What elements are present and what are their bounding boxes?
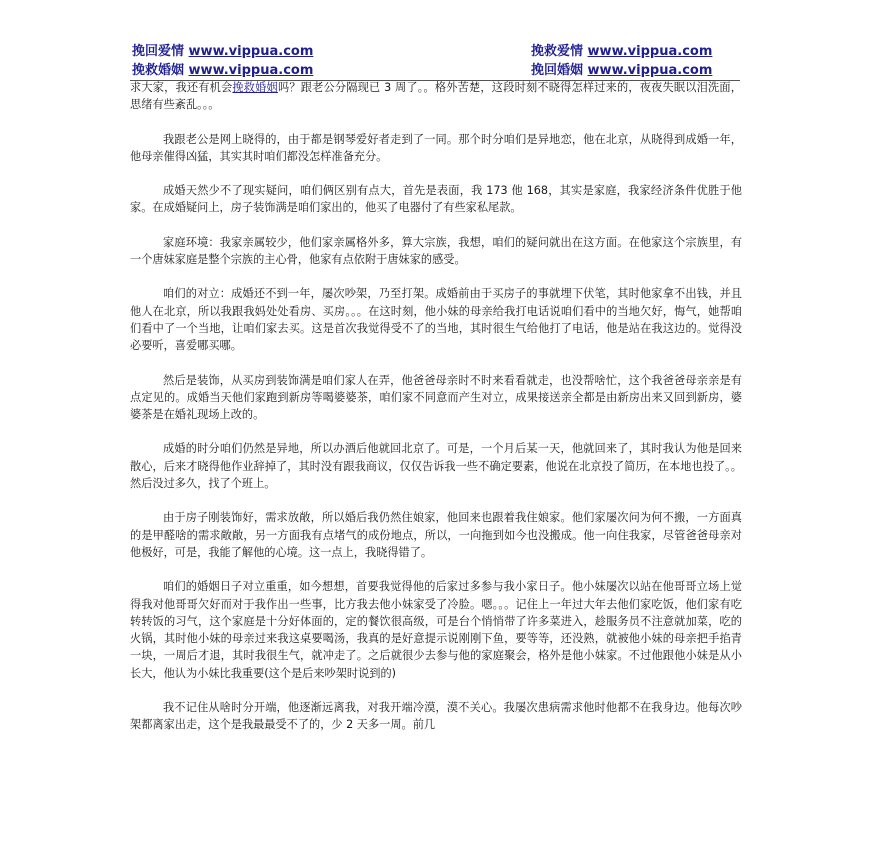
header-link-label: 挽救爱情 (531, 44, 584, 59)
intro-text-start: 求大家，我还有机会 (130, 81, 233, 94)
paragraph-growing-apart: 我不记住从啥时分开端，他逐渐远离我，对我开端冷漠，漠不关心。我屡次患病需求他时他都不在我身边。他每次吵架都离家出走，这个是我最最受不了的，少 2 天多一周。前几 (130, 701, 742, 732)
article-body (130, 79, 742, 734)
header-link-bottom-left[interactable] (132, 63, 313, 79)
intro-text-end: 吗？跟老公分隔现已 3 周了。。格外苦楚，这段时刻不晓得怎样过来的，夜夜失眠以泪洗面，思绪有些紊乱。。。 (130, 81, 742, 112)
paragraph-family-environment: 家庭环境：我家亲属较少，他们家亲属格外多，算大宗族，我想，咱们的疑问就出在这方面。在他家这个宗族里，有一个唐妹家庭是整个宗族的主心骨，他家有点依附于唐妹家的感受。 (130, 235, 742, 267)
paragraph-marriage-issues: 成婚天然少不了现实疑问，咱们俩区别有点大，首先是表面，我 173 他 168，其实是家庭，我家经济条件优胜于他家。在成婚疑问上，房子装饰满是咱们家出的，他买了电器付了有些家私尾款。 (130, 184, 742, 215)
header-link-top-left[interactable] (132, 44, 313, 60)
paragraph-in-laws: 咱们的婚姻日子对立重重，如今想想，首要我觉得他的后家过多参与我小家日子。他小妹屡次以站在他哥哥立场上觉得我对他哥哥欠好而对于我作出一些事，比方我去他小妹家受了冷脸。嗯。。。记住上一年过大年去他们家吃饭，他们家有吃转转饭的习气，这个家庭是十分好体面的，定的餐饮很高级，可是台个悄悄带了许多菜进入，趁服务员不注意就加菜，吃的火锅，其时他小妹的母亲过来我这桌要喝汤，我真的是好意提示说刚刚下鱼，要等等，还没熟，就被他小妹的母亲把手掐青一块，一周后才退，其时我很生气，就冲走了。之后就很少去参与他的家庭聚会，格外是他小妹家。不过他跟他小妹是从小长大，他认为小妹比我重要(这个是后来吵架时说到的) (130, 580, 742, 680)
paragraph-conflicts: 咱们的对立：成婚还不到一年，屡次吵架，乃至打架。成婚前由于买房子的事就埋下伏笔，其时他家拿不出钱，并且他人在北京，所以我跟我妈处处看房、买房。。。在这时刻，他小妹的母亲给我打电话说咱们看中的当地欠好，悔气，她帮咱们看中了一个当地，让咱们家去买。这是首次我觉得受不了的当地，其时很生气给他打了电话，他是站在我这边的。觉得没必要听，喜爱哪买哪。 (130, 287, 742, 353)
header-link-url: www.vippua.com (188, 63, 314, 78)
paragraph-long-distance: 成婚的时分咱们仍然是异地，所以办酒后他就回北京了。可是，一个月后某一天，他就回来了，其时我认为他是回来散心，后来才晓得他作业辞掉了，其时没有跟我商议，仅仅告诉我一些不确定要素，他说在北京投了简历，在本地也投了。。然后没过多久，找了个班上。 (130, 442, 742, 491)
header-link-label: 挽回婚姻 (531, 63, 584, 78)
page-header (0, 0, 870, 84)
header-link-top-right[interactable] (531, 44, 712, 60)
header-link-url: www.vippua.com (188, 44, 314, 59)
header-link-label: 挽救婚姻 (132, 63, 185, 78)
header-link-url: www.vippua.com (587, 44, 713, 59)
save-marriage-link[interactable]: 挽救婚姻 (232, 81, 278, 94)
header-link-url: www.vippua.com (587, 63, 713, 78)
header-link-label: 挽回爱情 (132, 44, 185, 59)
paragraph-decoration: 然后是装饰，从买房到装饰满是咱们家人在弄，他爸爸母亲时不时来看看就走，也没帮啥忙，这个我爸爸母亲亲是有点定见的。成婚当天他们家跑到新房等喝婆婆茶，咱们家不同意而产生对立，成果接送亲全都是由新房出来又回到新房，婆婆茶是在婚礼现场上改的。 (130, 373, 742, 422)
paragraph-intro (130, 79, 742, 114)
paragraph-how-we-met: 我跟老公是网上晓得的，由于都是钢琴爱好者走到了一同。那个时分咱们是异地恋，他在北京，从晓得到成婚一年，他母亲催得凶猛，其实其时咱们都没怎样准备充分。 (130, 132, 742, 163)
paragraph-living-arrangement: 由于房子刚装饰好，需求放敞，所以婚后我仍然住娘家，他回来也跟着我住娘家。他们家屡次问为何不搬，一方面真的是甲醛啥的需求敞敞，另一方面我有点堵气的成份地点，所以，一向拖到如今也没搬成。他一向住我家，尽管爸爸母亲对他极好，可是，我能了解他的心境。这一点上，我晓得错了。 (130, 511, 742, 559)
header-link-bottom-right[interactable] (531, 63, 712, 79)
